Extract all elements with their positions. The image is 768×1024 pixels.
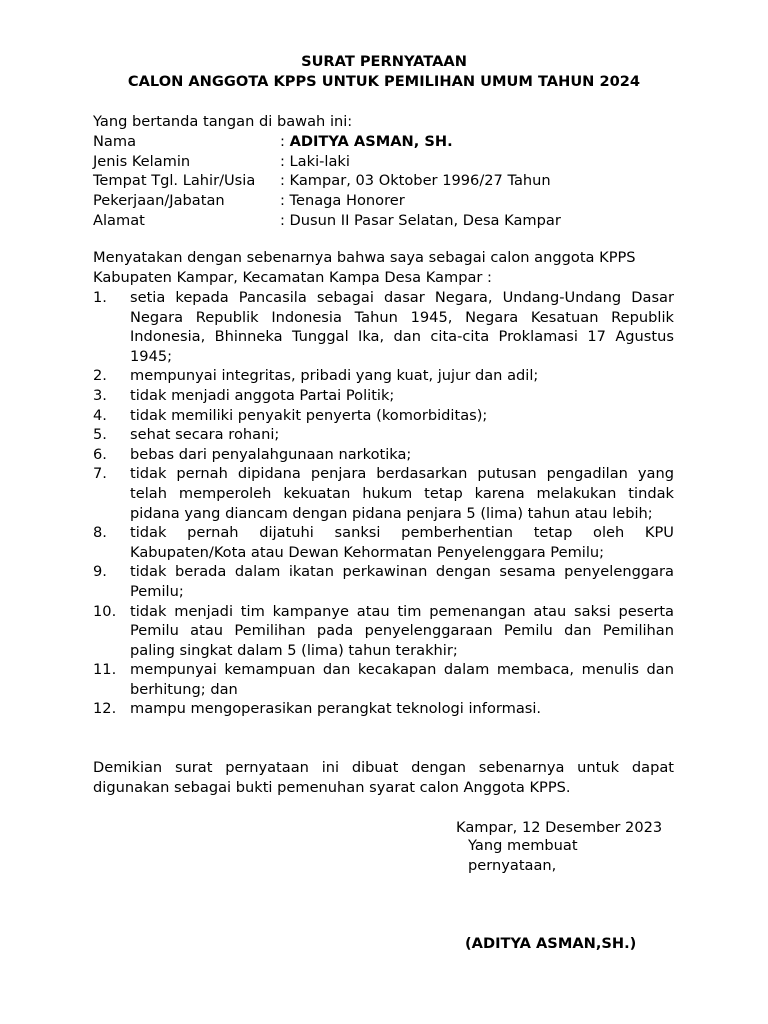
item-number: 7. (93, 465, 107, 483)
item-text: tidak menjadi tim kampanye atau tim pemenangan atau saksi peserta Pemilu atau Pemilihan pada penyelenggaraan Pemilu dan Pemilihan paling singkat dalam 5 (lima) tahun terakhir; (130, 602, 674, 659)
item-text: mampu mengoperasikan perangkat teknologi informasi. (130, 700, 542, 718)
item-text: sehat secara rohani; (130, 426, 280, 444)
item-text: tidak menjadi anggota Partai Politik; (130, 386, 395, 404)
identity-value: : ADITYA ASMAN, SH. (280, 133, 453, 150)
item-text: setia kepada Pancasila sebagai dasar Negara, Undang-Undang Dasar Negara Republik Indonesia Tahun 1945, Negara Kesatuan Republik Indonesia, Bhinneka Tunggal Ika, dan cita-cita Proklamasi 17 Agustus 1945; (130, 289, 674, 365)
list-item (93, 445, 674, 465)
item-number: 3. (93, 386, 107, 404)
list-item (93, 602, 674, 661)
item-number: 5. (93, 426, 107, 444)
item-number: 4. (93, 406, 107, 424)
letter-title: SURAT PERNYATAAN (301, 53, 467, 70)
item-text: tidak pernah dipidana penjara berdasarkan putusan pengadilan yang telah memperoleh kekuatan hukum tetap karena melakukan tindak pidana yang diancam dengan pidana penjara 5 (lima) tahun atau lebih; (130, 465, 674, 522)
item-number: 11. (93, 661, 117, 679)
list-item (93, 699, 674, 719)
list-item (93, 366, 674, 386)
signer-caption-line2: pernyataan, (468, 857, 557, 874)
signer-name: (ADITYA ASMAN,SH.) (465, 935, 637, 952)
list-item (93, 288, 674, 366)
item-number: 1. (93, 289, 107, 306)
identity-label: Alamat (93, 211, 145, 229)
signer-caption-line1: Yang membuat (468, 837, 578, 854)
letter-subtitle: CALON ANGGOTA KPPS UNTUK PEMILIHAN UMUM TAHUN 2024 (127, 73, 641, 90)
intro-text: Yang bertanda tangan di bawah ini: (93, 113, 353, 130)
declaration-text: Menyatakan dengan sebenarnya bahwa saya sebagai calon anggota KPPS Kabupaten Kampar, Kecamatan Kampa Desa Kampar : (93, 249, 636, 286)
item-number: 10. (93, 602, 117, 620)
identity-value: : Tenaga Honorer (280, 192, 405, 210)
item-text: tidak pernah dijatuhi sanksi pemberhentian tetap oleh KPU Kabupaten/Kota atau Dewan Kehormatan Penyelenggara Pemilu; (130, 524, 674, 561)
name-value: ADITYA ASMAN, SH. (289, 133, 453, 150)
requirements-list (93, 288, 674, 719)
item-number: 2. (93, 367, 107, 385)
item-number: 6. (93, 445, 107, 463)
identity-value: : Dusun II Pasar Selatan, Desa Kampar (280, 211, 561, 229)
identity-label: Jenis Kelamin (93, 152, 191, 170)
identity-label: Tempat Tgl. Lahir/Usia (93, 172, 256, 190)
list-item (93, 562, 674, 601)
item-text: tidak memiliki penyakit penyerta (komorbiditas); (130, 406, 488, 424)
list-item (93, 425, 674, 445)
item-text: tidak berada dalam ikatan perkawinan dengan sesama penyelenggara Pemilu; (130, 563, 674, 600)
item-text: bebas dari penyalahgunaan narkotika; (130, 445, 412, 463)
closing-text: Demikian surat pernyataan ini dibuat dengan sebenarnya untuk dapat digunakan sebagai bukti pemenuhan syarat calon Anggota KPPS. (93, 759, 674, 796)
list-item (93, 523, 674, 562)
identity-value: : Laki-laki (280, 152, 350, 170)
item-number: 9. (93, 563, 107, 581)
list-item (93, 386, 674, 406)
item-number: 8. (93, 524, 107, 542)
item-number: 12. (93, 700, 117, 718)
list-item (93, 660, 674, 699)
identity-value: : Kampar, 03 Oktober 1996/27 Tahun (280, 172, 551, 190)
identity-label: Nama (93, 133, 137, 150)
list-item (93, 406, 674, 426)
item-text: mempunyai integritas, pribadi yang kuat, jujur dan adil; (130, 367, 539, 385)
item-text: mempunyai kemampuan dan kecakapan dalam membaca, menulis dan berhitung; dan (130, 661, 674, 698)
place-date: Kampar, 12 Desember 2023 (456, 819, 663, 836)
identity-label: Pekerjaan/Jabatan (93, 192, 225, 210)
list-item (93, 464, 674, 523)
